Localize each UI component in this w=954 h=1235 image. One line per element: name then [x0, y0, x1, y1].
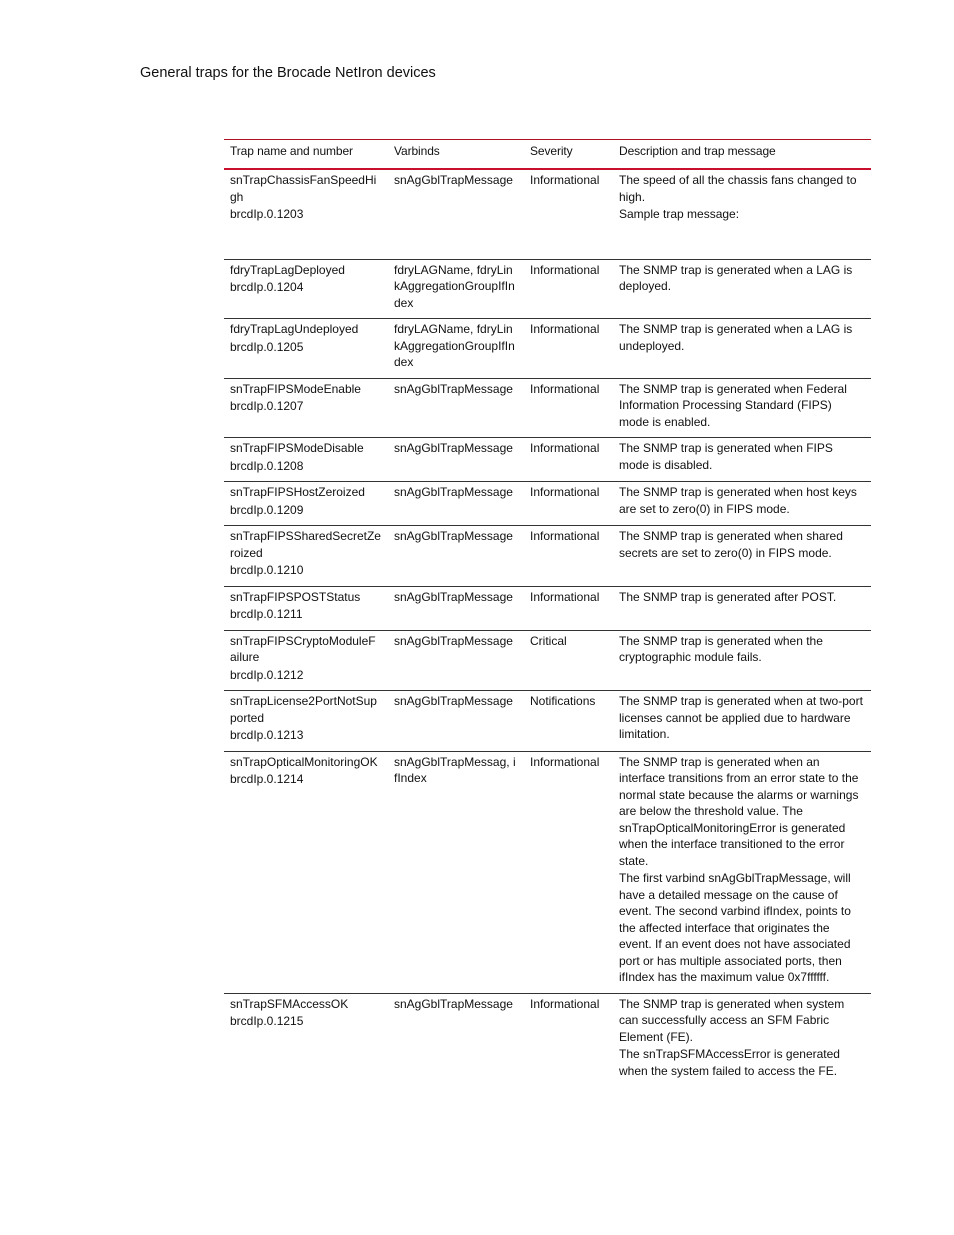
- trap-name: snTrapChassisFanSpeedHigh: [230, 173, 377, 204]
- table-row: [224, 691, 871, 752]
- varbinds-cell: snAgGblTrapMessage: [394, 485, 513, 499]
- table-row: [224, 438, 871, 482]
- description-cell: [613, 586, 871, 630]
- trap-name: snTrapLicense2PortNotSupported: [230, 694, 377, 725]
- column-header-trap-name: Trap name and number: [230, 143, 353, 158]
- description-cell: [613, 993, 871, 1086]
- description-cell: [613, 319, 871, 379]
- description-paragraph: The SNMP trap is generated when at two-port licenses cannot be applied due to hardware limitation.: [619, 694, 863, 741]
- varbinds-cell: snAgGblTrapMessage: [394, 381, 513, 396]
- trap-name-cell: [224, 259, 388, 319]
- table-row: [224, 319, 871, 379]
- trap-number: brcdIp.0.1203: [230, 207, 304, 221]
- description-cell: [613, 630, 871, 691]
- table-row: [224, 259, 871, 319]
- description-cell: [613, 526, 871, 587]
- table-row: [224, 630, 871, 691]
- severity-cell: Informational: [530, 173, 600, 187]
- table-row: [224, 751, 871, 993]
- trap-number: brcdIp.0.1209: [230, 502, 304, 517]
- description-paragraph: The SNMP trap is generated when a LAG is deployed.: [619, 262, 853, 293]
- trap-number: brcdIp.0.1204: [230, 280, 304, 294]
- trap-number: brcdIp.0.1215: [230, 1014, 304, 1028]
- description-cell: [613, 691, 871, 752]
- varbinds-cell: snAgGblTrapMessage: [394, 529, 513, 543]
- table-row: [224, 482, 871, 526]
- page-header-title: General traps for the Brocade NetIron devices: [140, 65, 436, 81]
- table-header-row: [224, 140, 871, 170]
- trap-name: fdryTrapLagDeployed: [230, 262, 345, 277]
- varbinds-cell: snAgGblTrapMessage: [394, 589, 513, 604]
- description-cell: [613, 169, 871, 259]
- trap-name: fdryTrapLagUndeployed: [230, 322, 359, 336]
- severity-cell: Informational: [530, 529, 600, 543]
- table-row: [224, 993, 871, 1086]
- varbinds-cell: snAgGblTrapMessage: [394, 173, 513, 187]
- trap-name-cell: [224, 482, 388, 526]
- description-cell: [613, 259, 871, 319]
- description-paragraph: The SNMP trap is generated when the cryptographic module fails.: [619, 633, 823, 664]
- description-paragraph: The SNMP trap is generated when Federal Information Processing Standard (FIPS) mode is enabled.: [619, 381, 847, 429]
- trap-name-cell: [224, 438, 388, 482]
- description-paragraph: The SNMP trap is generated when a LAG is undeployed.: [619, 322, 853, 353]
- description-paragraph: The first varbind snAgGblTrapMessage, will have a detailed message on the cause of event. The second varbind ifIndex, points to the affected interface that originates the event. If an event does not have associated port or has multiple associated ports, then ifIndex has the maximum value 0x7ffffff.: [619, 871, 851, 984]
- trap-table: [224, 139, 871, 1086]
- varbinds-cell: snAgGblTrapMessag, ifIndex: [394, 754, 516, 785]
- trap-name-cell: [224, 691, 388, 752]
- trap-name: snTrapFIPSHostZeroized: [230, 485, 365, 499]
- trap-name: snTrapOpticalMonitoringOK: [230, 754, 378, 769]
- varbinds-cell: snAgGblTrapMessage: [394, 996, 513, 1011]
- trap-number: brcdIp.0.1210: [230, 563, 304, 577]
- description-paragraph: The SNMP trap is generated when an interface transitions from an error state to the normal state because the alarms or warnings are below the threshold value. The snTrapOpticalMonitoringError is generated when the interface transitioned to the error state.: [619, 754, 859, 868]
- description-paragraph: The SNMP trap is generated when host keys are set to zero(0) in FIPS mode.: [619, 485, 857, 516]
- table-row: [224, 586, 871, 630]
- varbinds-cell: fdryLAGName, fdryLinkAggregationGroupIfIndex: [394, 262, 515, 310]
- varbinds-cell: snAgGblTrapMessage: [394, 441, 513, 455]
- severity-cell: Informational: [530, 381, 600, 396]
- varbinds-cell: fdryLAGName, fdryLinkAggregationGroupIfIndex: [394, 322, 515, 369]
- trap-name-cell: [224, 319, 388, 379]
- description-paragraph: The SNMP trap is generated when system can successfully access an SFM Fabric Element (FE).: [619, 996, 845, 1044]
- trap-name-cell: [224, 586, 388, 630]
- description-paragraph: The speed of all the chassis fans changed to high.: [619, 173, 857, 204]
- description-paragraph: Sample trap message:: [619, 207, 740, 221]
- description-paragraph: The snTrapSFMAccessError is generated when the system failed to access the FE.: [619, 1047, 840, 1078]
- severity-cell: Informational: [530, 996, 600, 1011]
- description-paragraph: The SNMP trap is generated when shared secrets are set to zero(0) in FIPS mode.: [619, 529, 843, 560]
- trap-number: brcdIp.0.1214: [230, 772, 304, 786]
- trap-number: brcdIp.0.1207: [230, 399, 304, 413]
- description-cell: [613, 438, 871, 482]
- table-row: [224, 169, 871, 259]
- varbinds-cell: snAgGblTrapMessage: [394, 633, 513, 648]
- description-cell: [613, 482, 871, 526]
- varbinds-cell: snAgGblTrapMessage: [394, 694, 513, 708]
- severity-cell: Informational: [530, 262, 600, 277]
- column-header-severity: Severity: [530, 143, 573, 158]
- severity-cell: Informational: [530, 485, 600, 499]
- severity-cell: Informational: [530, 441, 600, 455]
- trap-number: brcdIp.0.1211: [230, 607, 303, 621]
- trap-number: brcdIp.0.1205: [230, 339, 304, 354]
- trap-number: brcdIp.0.1208: [230, 458, 304, 473]
- column-header-varbinds: Varbinds: [394, 143, 440, 158]
- trap-name-cell: [224, 630, 388, 691]
- trap-name: snTrapFIPSPOSTStatus: [230, 589, 361, 604]
- trap-number: brcdIp.0.1213: [230, 728, 304, 742]
- trap-name-cell: [224, 169, 388, 259]
- severity-cell: Informational: [530, 322, 600, 336]
- severity-cell: Critical: [530, 633, 567, 648]
- column-header-description: Description and trap message: [619, 143, 776, 158]
- description-cell: [613, 378, 871, 438]
- trap-name: snTrapFIPSModeEnable: [230, 381, 361, 396]
- trap-name-cell: [224, 526, 388, 587]
- description-paragraph: The SNMP trap is generated when FIPS mode is disabled.: [619, 441, 833, 472]
- severity-cell: Informational: [530, 589, 600, 604]
- description-paragraph: The SNMP trap is generated after POST.: [619, 589, 837, 604]
- table-row: [224, 378, 871, 438]
- trap-name: snTrapFIPSModeDisable: [230, 441, 364, 455]
- trap-name: snTrapFIPSCryptoModuleFailure: [230, 633, 376, 664]
- trap-name: snTrapSFMAccessOK: [230, 996, 349, 1011]
- trap-name-cell: [224, 751, 388, 993]
- severity-cell: Informational: [530, 754, 600, 769]
- trap-name-cell: [224, 378, 388, 438]
- table-row: [224, 526, 871, 587]
- trap-name: snTrapFIPSSharedSecretZeroized: [230, 529, 381, 560]
- description-cell: [613, 751, 871, 993]
- trap-number: brcdIp.0.1212: [230, 667, 304, 682]
- trap-name-cell: [224, 993, 388, 1086]
- severity-cell: Notifications: [530, 694, 596, 708]
